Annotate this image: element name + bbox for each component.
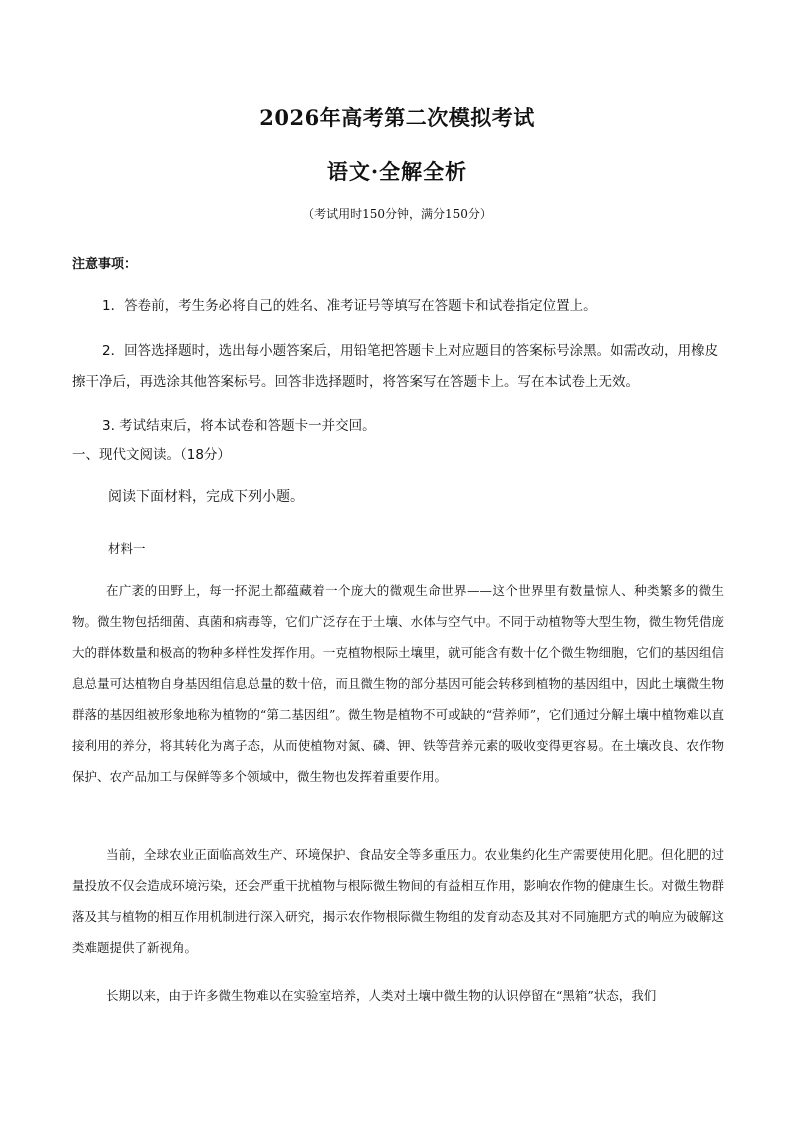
body-paragraph: 长期以来，由于许多微生物难以在实验室培养，人类对土壤中微生物的认识停留在“黑箱”状态，我们 [106, 988, 657, 1003]
material-label: 材料一 [108, 541, 146, 556]
notice-item [72, 291, 722, 322]
notice-text: 3. 考试结束后，将本试卷和答题卡一并交回。 [102, 418, 376, 434]
notice-item [72, 336, 722, 398]
body-paragraph: 当前，全球农业正面临高效生产、环境保护、食品安全等多重压力。农业集约化生产需要使用化肥。但化肥的过量投放不仅会造成环境污染，还会严重干扰植物与根际微生物间的有益相互作用，影响农作物的健康生长。对微生物群落及其与植物的相互作用机制进行深入研究，揭示农作物根际微生物组的发育动态及其对不同施肥方式的响应为破解这类难题提供了新视角。 [72, 847, 724, 955]
notice-item [72, 411, 722, 442]
exam-info: （考试用时150分钟，满分150分） [302, 207, 492, 221]
section-heading: 一、现代文阅读。（18分） [72, 447, 231, 463]
notice-text: 1．答卷前，考生务必将自己的姓名、准考证号等填写在答题卡和试卷指定位置上。 [102, 298, 597, 314]
exam-subtitle: 语文·全解全析 [326, 159, 468, 184]
exam-title: 2026年高考第二次模拟考试 [259, 105, 535, 130]
notice-text: 2．回答选择题时，选出每小题答案后，用铅笔把答题卡上对应题目的答案标号涂黑。如需改动，用橡皮擦干净后，再选涂其他答案标号。回答非选择题时，将答案写在答题卡上。写在本试卷上无效。 [72, 343, 719, 390]
reading-instruction: 阅读下面材料，完成下列小题。 [108, 489, 304, 505]
notice-heading: 注意事项： [72, 257, 138, 272]
body-paragraph: 在广袤的田野上，每一抔泥土都蕴藏着一个庞大的微观生命世界——这个世界里有数量惊人、种类繁多的微生物。微生物包括细菌、真菌和病毒等，它们广泛存在于土壤、水体与空气中。不同于动植物等大型生物，微生物凭借庞大的群体数量和极高的物种多样性发挥作用。一克植物根际土壤里，就可能含有数十亿个微生物细胞，它们的基因组信息总量可达植物自身基因组信息总量的数十倍，而且微生物的部分基因可能会转移到植物的基因组中，因此土壤微生物群落的基因组被形象地称为植物的“第二基因组”。微生物是植物不可或缺的“营养师”，它们通过分解土壤中植物难以直接利用的养分，将其转化为离子态，从而使植物对氮、磷、钾、铁等营养元素的吸收变得更容易。在土壤改良、农作物保护、农产品加工与保鲜等多个领域中，微生物也发挥着重要作用。 [72, 583, 724, 784]
